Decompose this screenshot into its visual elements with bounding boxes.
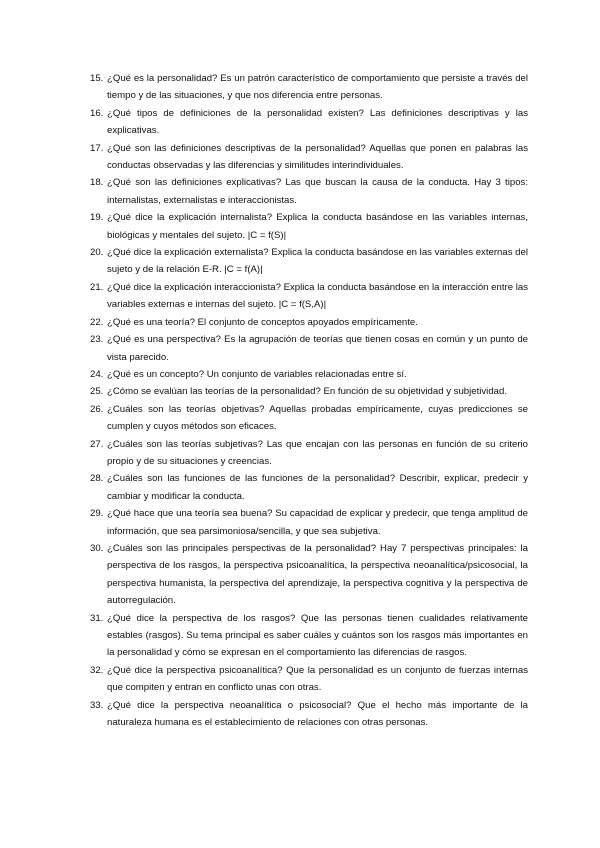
item-text: ¿Qué tipos de definiciones de la personalidad existen? Las definiciones descriptivas y las explicativas. <box>107 107 528 137</box>
list-item <box>90 366 528 383</box>
list-item <box>90 505 528 540</box>
list-item <box>90 314 528 331</box>
list-item <box>90 174 528 209</box>
item-text: ¿Qué dice la explicación externalista? Explica la conducta basándose en las variables externas del sujeto y de la relación E-R. |C = f(A)| <box>107 247 528 276</box>
item-text: ¿Qué es la personalidad? Es un patrón característico de comportamiento que persiste a través del tiempo y de las situaciones, y que nos diferencia entre personas. <box>107 73 528 102</box>
item-text: ¿Cuáles son las teorías objetivas? Aquellas probadas empíricamente, cuyas predicciones se cumplen y cuyos métodos son eficaces. <box>107 403 528 433</box>
item-number: 24. <box>90 368 104 380</box>
item-text: ¿Cuáles son las funciones de las funciones de la personalidad? Describir, explicar, predecir y cambiar y modificar la conducta. <box>107 473 528 502</box>
list-item <box>90 70 528 105</box>
list-item <box>90 105 528 140</box>
item-number: 27. <box>90 438 104 450</box>
item-text: ¿Qué son las definiciones explicativas? Las que buscan la causa de la conducta. Hay 3 tipos: internalistas, externalistas e interaccionistas. <box>107 177 528 206</box>
list-item <box>90 140 528 175</box>
list-item <box>90 209 528 244</box>
item-number: 31. <box>90 612 104 624</box>
question-answer-list <box>90 70 528 731</box>
item-text: ¿Qué dice la explicación internalista? Explica la conducta basándose en las variables internas, biológicas y mentales del sujeto. |C = f(S)| <box>107 212 528 241</box>
item-text: ¿Cuáles son las teorías subjetivas? Las que encajan con las personas en función de su criterio propio y de su situaciones y creencias. <box>107 438 528 467</box>
item-text: ¿Qué dice la perspectiva neoanalítica o psicosocial? Que el hecho más importante de la naturaleza humana es el establecimiento de relaciones con otras personas. <box>107 699 528 729</box>
item-number: 16. <box>90 107 104 119</box>
item-number: 15. <box>90 73 104 84</box>
list-item <box>90 436 528 471</box>
item-number: 32. <box>90 664 104 676</box>
list-item <box>90 383 528 400</box>
item-text: ¿Cuáles son las principales perspectivas de la personalidad? Hay 7 perspectivas principales: la perspectiva de los rasgos, la perspectiva psicoanalítica, la perspectiva neoanalítica/psicosocial, la perspectiva humanista, la perspectiva del aprendizaje, la perspectiva cognitiva y la perspectiva de autorregulación. <box>107 542 528 607</box>
item-number: 17. <box>90 142 104 154</box>
item-number: 29. <box>90 508 104 520</box>
item-text: ¿Qué son las definiciones descriptivas de la personalidad? Aquellas que ponen en palabras las conductas observadas y las diferencias y similitudes interindividuales. <box>107 142 528 172</box>
item-text: ¿Qué es una teoría? El conjunto de conceptos apoyados empíricamente. <box>107 316 418 328</box>
item-text: ¿Qué es un concepto? Un conjunto de variables relacionadas entre sí. <box>107 368 407 380</box>
item-text: ¿Qué dice la explicación interaccionista? Explica la conducta basándose en la interacción entre las variables externas e internas del sujeto. |C = f(S,A)| <box>107 281 528 311</box>
list-item <box>90 331 528 366</box>
item-number: 28. <box>90 473 104 485</box>
list-item <box>90 540 528 610</box>
item-text: ¿Qué dice la perspectiva psicoanalítica? Que la personalidad es un conjunto de fuerzas internas que compiten y entran en conflicto unas con otras. <box>107 664 528 694</box>
item-text: ¿Qué dice la perspectiva de los rasgos? Que las personas tienen cualidades relativamente estables (rasgos). Su tema principal es saber cuáles y cuántos son los rasgos más importantes en la personalidad y cómo se expresan en el comportamiento las diferencias de rasgos. <box>107 612 528 659</box>
item-number: 33. <box>90 699 104 711</box>
item-number: 26. <box>90 403 104 415</box>
item-number: 23. <box>90 334 104 346</box>
item-number: 20. <box>90 247 104 259</box>
list-item <box>90 279 528 314</box>
list-item <box>90 662 528 697</box>
item-number: 22. <box>90 316 104 328</box>
item-number: 21. <box>90 281 104 293</box>
item-number: 25. <box>90 386 104 398</box>
list-item <box>90 401 528 436</box>
item-text: ¿Cómo se evalúan las teorías de la personalidad? En función de su objetividad y subjetividad. <box>107 386 507 398</box>
list-item <box>90 610 528 662</box>
item-text: ¿Qué es una perspectiva? Es la agrupación de teorías que tienen cosas en común y un punto de vista parecido. <box>107 334 528 363</box>
item-number: 18. <box>90 177 104 189</box>
list-item <box>90 697 528 732</box>
list-item <box>90 244 528 279</box>
item-number: 19. <box>90 212 104 224</box>
item-number: 30. <box>90 542 104 554</box>
list-item <box>90 470 528 505</box>
item-text: ¿Qué hace que una teoría sea buena? Su capacidad de explicar y predecir, que tenga amplitud de información, que sea parsimoniosa/sencilla, y que sea subjetiva. <box>107 508 528 537</box>
